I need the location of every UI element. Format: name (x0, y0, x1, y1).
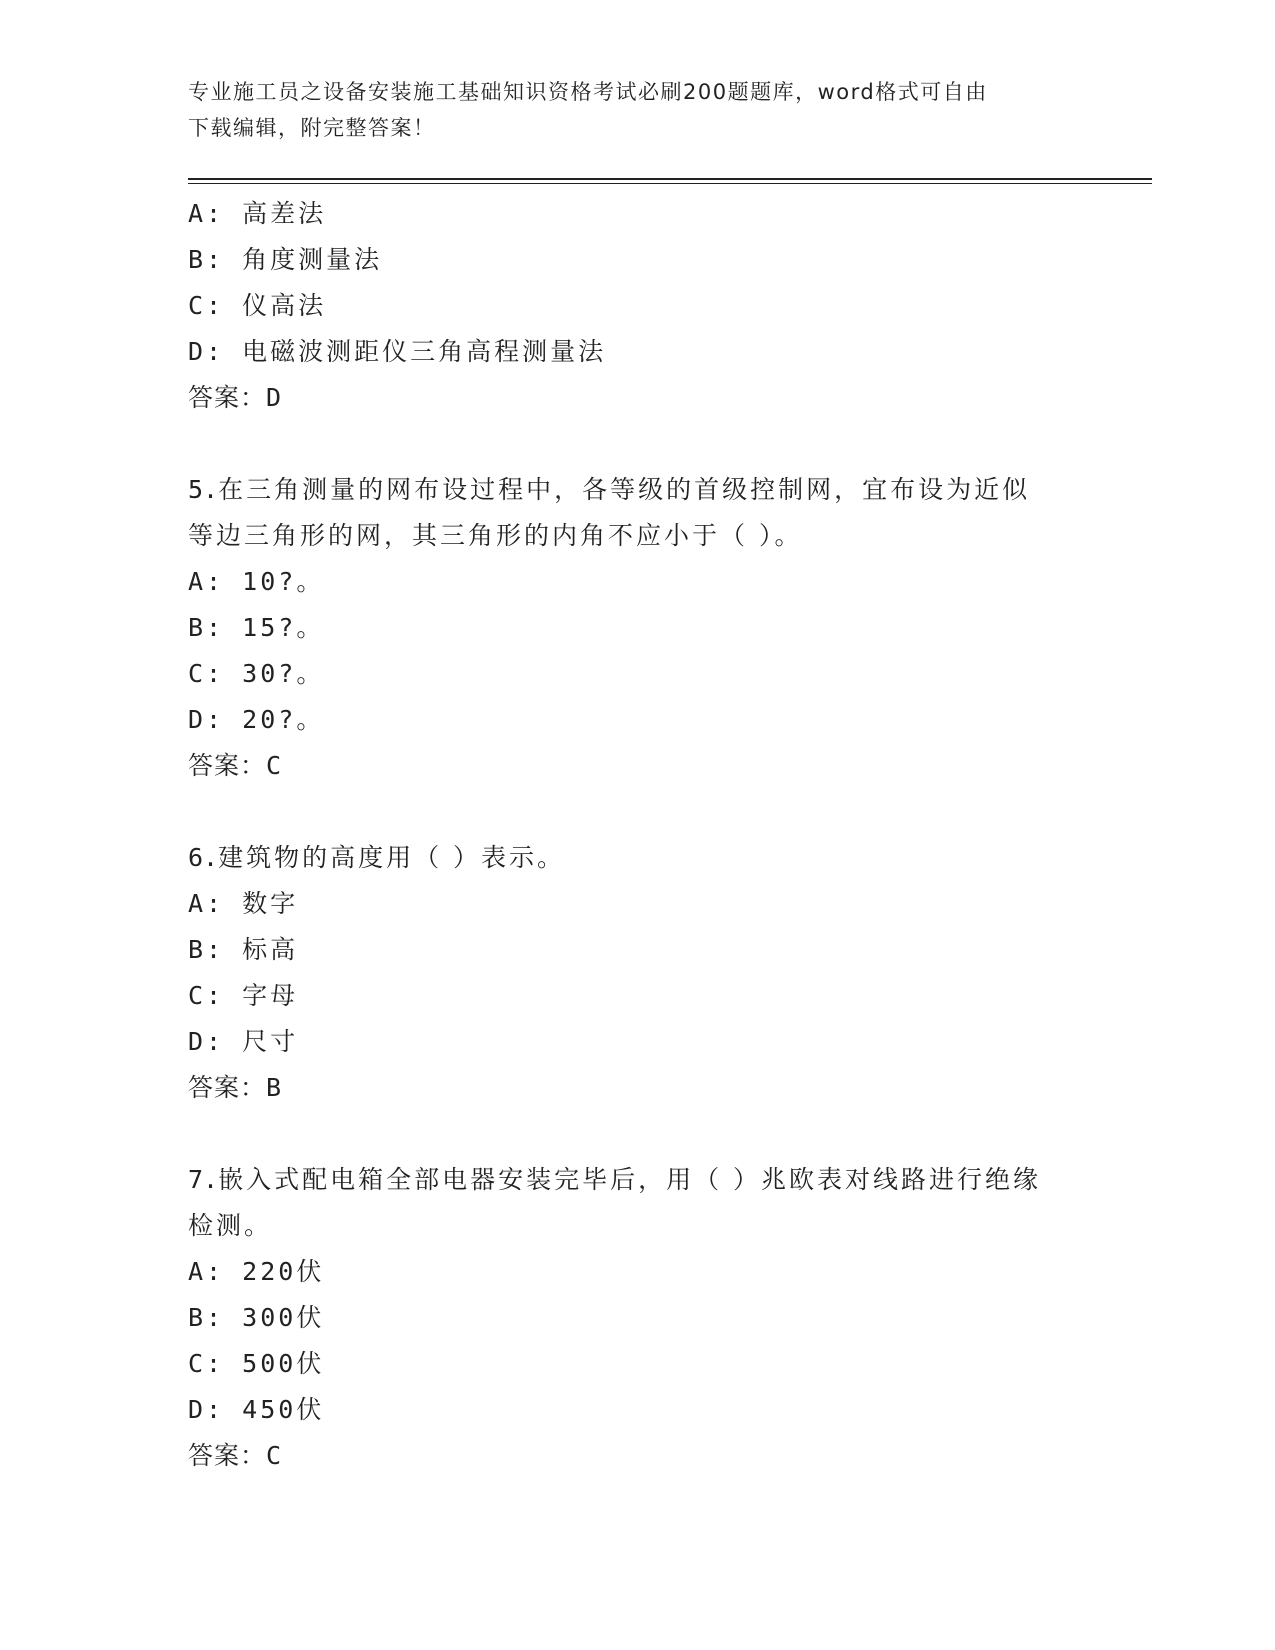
option-a: A: 220伏 (188, 1257, 325, 1286)
option-b: B: 角度测量法 (188, 245, 383, 274)
header-line-1: 专业施工员之设备安装施工基础知识资格考试必刷200题题库，word格式可自由 (188, 80, 988, 104)
answer-value: D (266, 383, 283, 412)
option-c: C: 字母 (188, 981, 299, 1010)
option-c: C: 30?。 (188, 659, 325, 688)
option-a: A: 10?。 (188, 567, 325, 596)
question-text-continued: 检测。 (188, 1211, 273, 1240)
answer-value: B (266, 1073, 283, 1102)
question-text: 6.建筑物的高度用（ ）表示。 (188, 843, 566, 872)
answer-label: 答案： (188, 383, 267, 412)
option-b: B: 标高 (188, 935, 299, 964)
question-text: 5.在三角测量的网布设过程中，各等级的首级控制网，宜布设为近似 (188, 475, 1031, 504)
option-d: D: 电磁波测距仪三角高程测量法 (188, 337, 607, 366)
question-number: 5. (188, 475, 219, 504)
question-5 (188, 467, 1088, 789)
answer-value: C (266, 751, 283, 780)
answer-label: 答案： (188, 1073, 267, 1102)
answer-label: 答案： (188, 1441, 267, 1470)
answer-line (188, 1065, 1088, 1111)
question-text: 7.嵌入式配电箱全部电器安装完毕后，用（ ）兆欧表对线路进行绝缘 (188, 1165, 1042, 1194)
question-number: 6. (188, 843, 219, 872)
question-list (188, 191, 1088, 1479)
question-6 (188, 835, 1088, 1111)
question-number: 7. (188, 1165, 219, 1194)
header-line-2: 下载编辑，附完整答案！ (188, 116, 436, 140)
answer-line (188, 743, 1088, 789)
answer-value: C (266, 1441, 283, 1470)
option-c: C: 500伏 (188, 1349, 325, 1378)
answer-label: 答案： (188, 751, 267, 780)
option-b: B: 15?。 (188, 613, 325, 642)
option-d: D: 尺寸 (188, 1027, 299, 1056)
question-4 (188, 191, 1088, 421)
question-7 (188, 1157, 1088, 1479)
answer-line (188, 1433, 1088, 1479)
option-d: D: 450伏 (188, 1395, 325, 1424)
question-text-continued: 等边三角形的网，其三角形的内角不应小于（ ）。 (188, 521, 803, 550)
option-b: B: 300伏 (188, 1303, 325, 1332)
document-header (188, 74, 1068, 146)
answer-line (188, 375, 1088, 421)
header-divider-thin (188, 183, 1152, 184)
option-c: C: 仪高法 (188, 291, 327, 320)
option-a: A: 高差法 (188, 199, 327, 228)
header-divider-thick (188, 178, 1152, 180)
option-d: D: 20?。 (188, 705, 325, 734)
option-a: A: 数字 (188, 889, 299, 918)
